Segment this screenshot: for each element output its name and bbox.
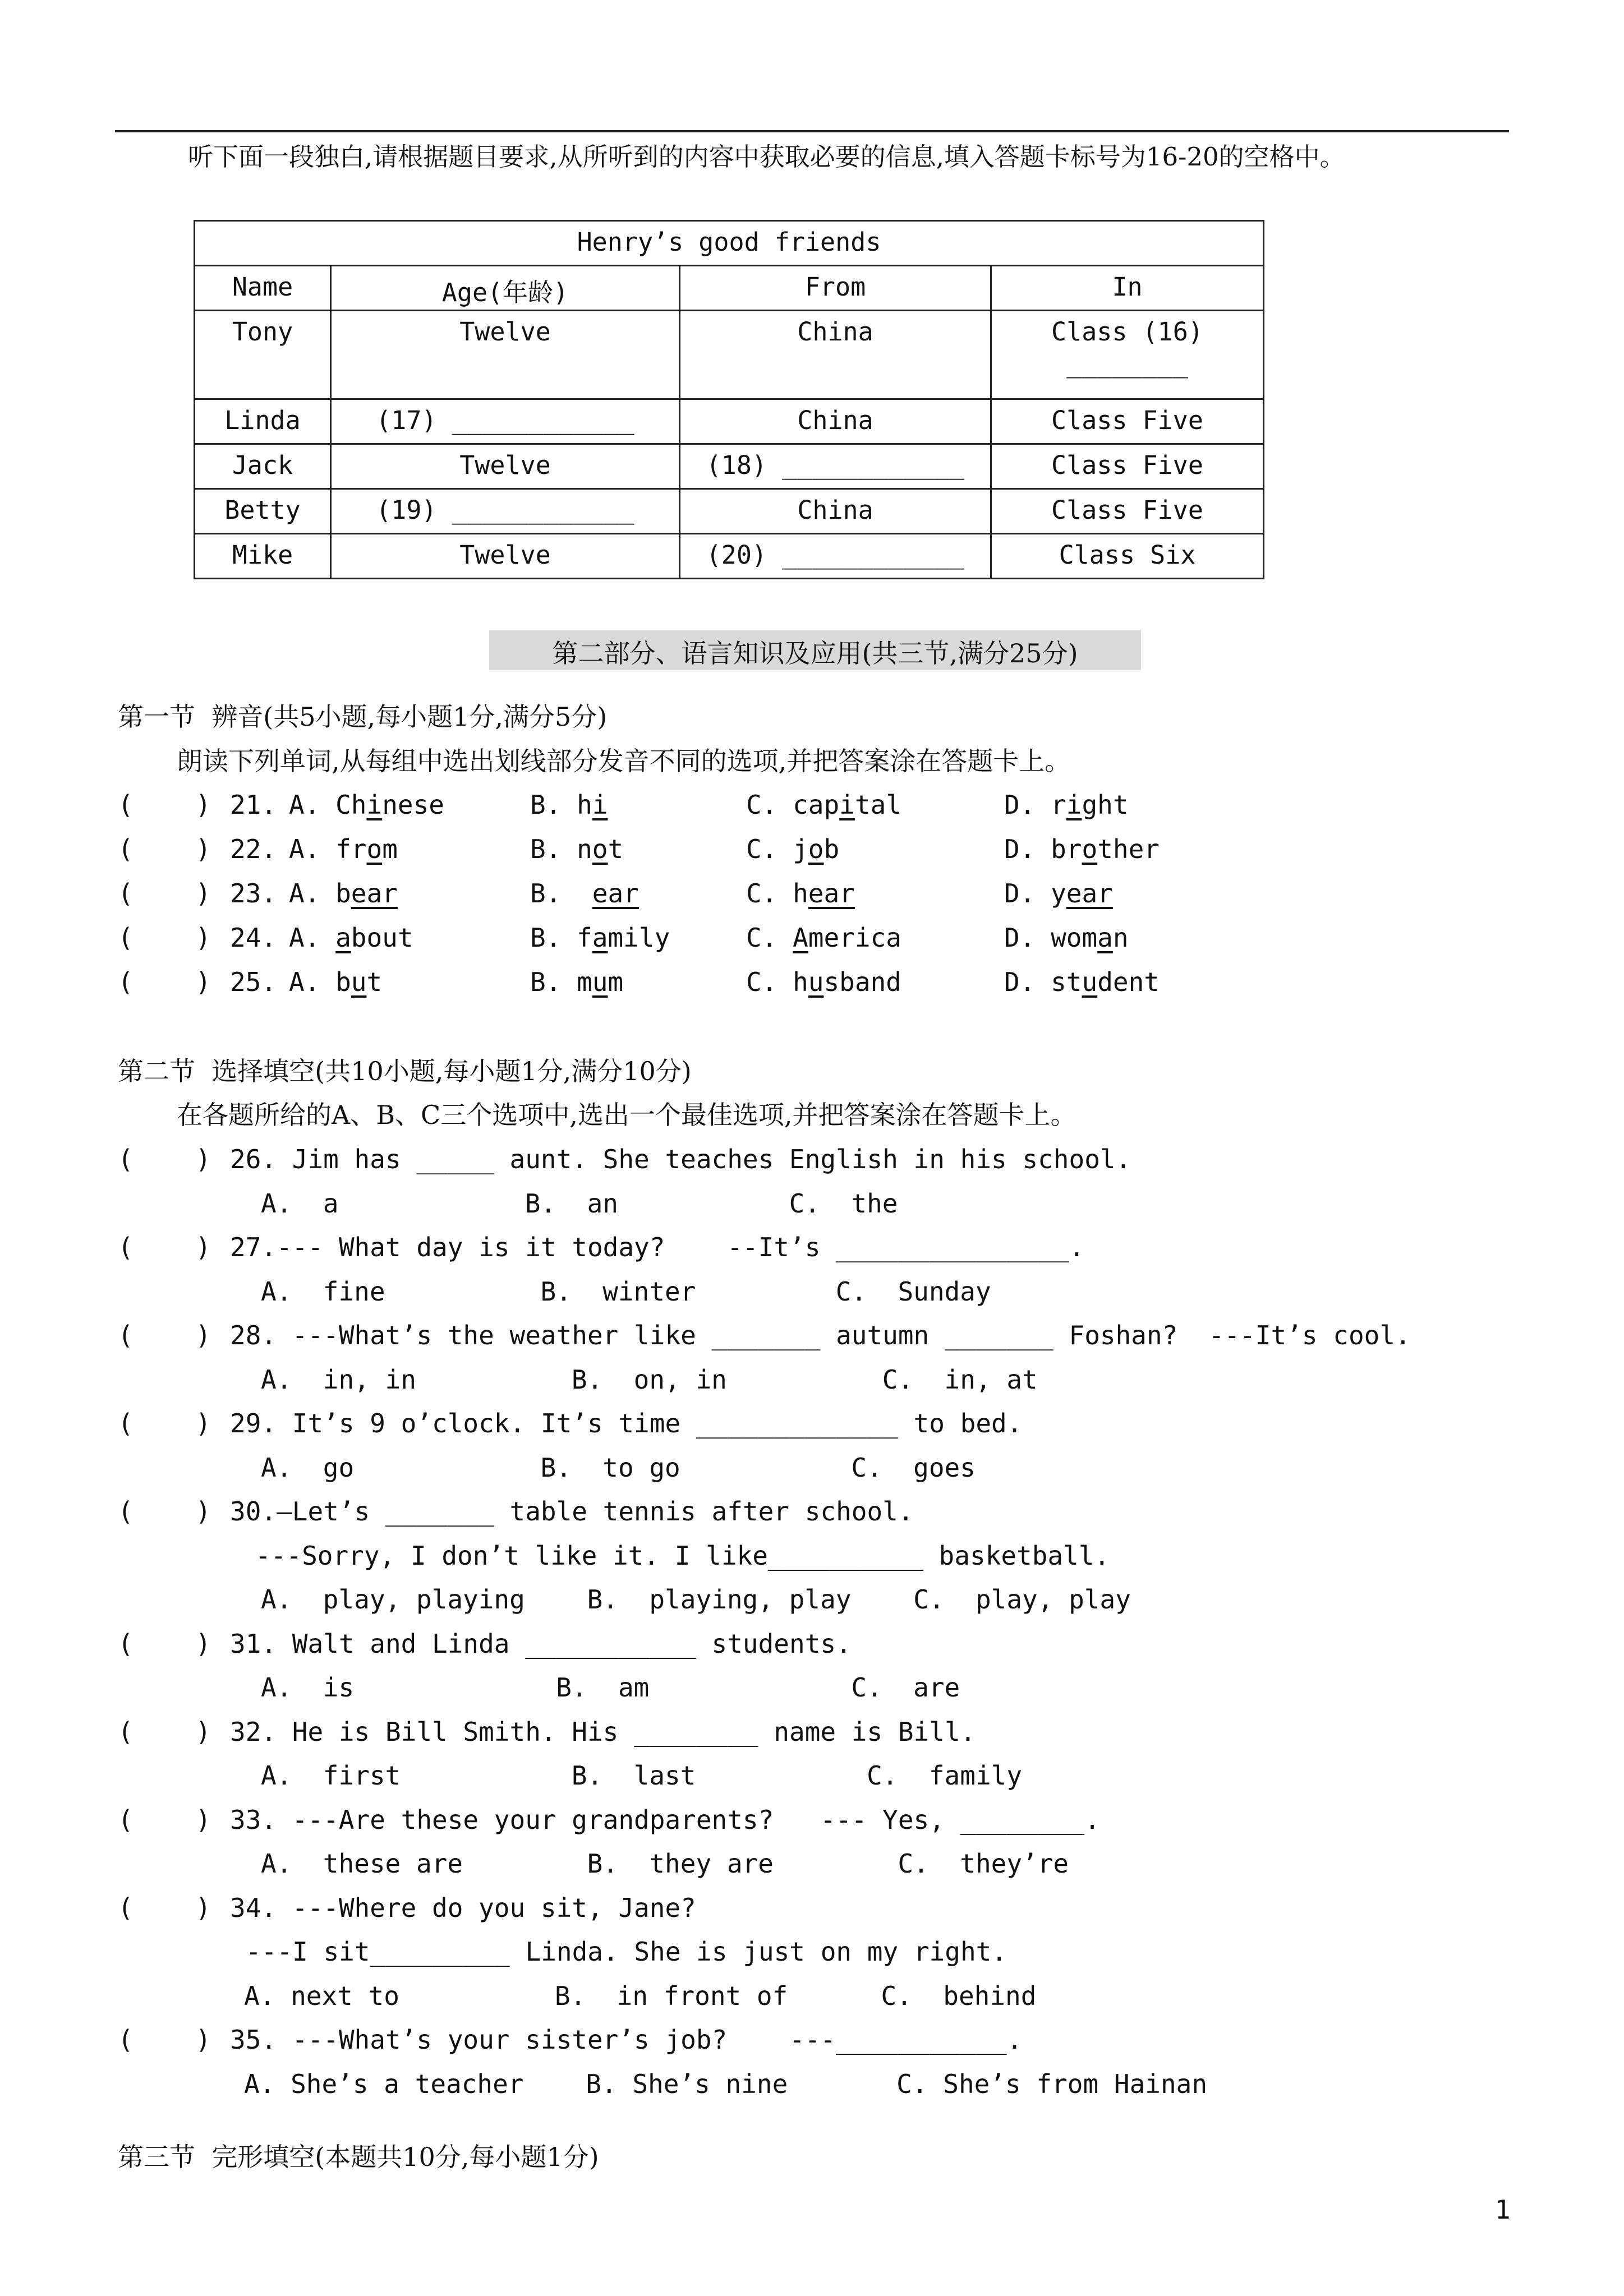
page-number: 1 — [1495, 2194, 1511, 2225]
question-stem: 33. ---Are these your grandparents? --- Yes, ________. — [230, 1804, 1100, 1835]
phonics-option: D. woman — [1004, 923, 1129, 953]
question-number: 23. — [230, 878, 277, 909]
question-stem: 32. He is Bill Smith. His ________ name is Bill. — [230, 1716, 976, 1747]
answer-bracket[interactable]: ( ) — [118, 923, 211, 953]
part-two-heading — [489, 630, 1141, 670]
table-cell: Linda — [195, 399, 331, 444]
section-two-instruction: 在各题所给的A、B、C三个选项中,选出一个最佳选项,并把答案涂在答题卡上。 — [177, 1100, 1076, 1130]
table-row — [195, 534, 1264, 579]
question-line: A. is B. am C. are — [261, 1672, 960, 1703]
phonics-option: C. America — [746, 923, 901, 953]
table-header: In — [991, 266, 1264, 311]
section-one-instruction: 朗读下列单词,从每组中选出划线部分发音不同的选项,并把答案涂在答题卡上。 — [177, 746, 1071, 776]
table-cell: Twelve — [331, 444, 680, 489]
answer-bracket[interactable]: ( ) — [118, 1628, 211, 1659]
table-cell: Twelve — [331, 534, 680, 579]
table-cell: (17) ____________ — [331, 399, 680, 444]
table-cell: China — [680, 489, 991, 534]
part-two-title: 第二部分、语言知识及应用(共三节,满分25分) — [552, 638, 1078, 668]
question-line: A. She’s a teacher B. She’s nine C. She’s from Hainan — [244, 2068, 1208, 2099]
table-cell — [991, 311, 1264, 399]
table-header: From — [680, 266, 991, 311]
answer-bracket[interactable]: ( ) — [118, 790, 211, 820]
phonics-option: B. family — [530, 923, 670, 953]
answer-bracket[interactable]: ( ) — [118, 1232, 211, 1262]
phonics-option: B. mum — [530, 967, 624, 997]
phonics-option: A. but — [289, 967, 383, 997]
class-blank-label: Class (16) — [1051, 317, 1203, 347]
table-cell: Class Six — [991, 534, 1264, 579]
question-stem: 27.--- What day is it today? --It’s _______________. — [230, 1232, 1085, 1262]
phonics-option: D. right — [1004, 790, 1129, 820]
question-stem: 34. ---Where do you sit, Jane? — [230, 1892, 696, 1923]
question-line: A. go B. to go C. goes — [261, 1452, 976, 1483]
question-number: 22. — [230, 834, 277, 864]
table-cell: Tony — [195, 311, 331, 399]
question-stem: 28. ---What’s the weather like _______ autumn _______ Foshan? ---It’s cool. — [230, 1320, 1411, 1350]
answer-bracket[interactable]: ( ) — [118, 1496, 211, 1527]
answer-bracket[interactable]: ( ) — [118, 1144, 211, 1174]
table-row — [195, 489, 1264, 534]
answer-bracket[interactable]: ( ) — [118, 1892, 211, 1923]
table-title: Henry’s good friends — [195, 221, 1264, 266]
table-cell: China — [680, 399, 991, 444]
question-line: ---I sit_________ Linda. She is just on my right. — [246, 1937, 1007, 1967]
question-stem: 29. It’s 9 o’clock. It’s time _____________ to bed. — [230, 1408, 1023, 1439]
question-line: A. next to B. in front of C. behind — [244, 1980, 1037, 2011]
question-line: A. first B. last C. family — [261, 1760, 1023, 1791]
answer-bracket[interactable]: ( ) — [118, 1804, 211, 1835]
answer-bracket[interactable]: ( ) — [118, 1320, 211, 1350]
answer-bracket[interactable]: ( ) — [118, 2025, 211, 2055]
answer-bracket[interactable]: ( ) — [118, 1408, 211, 1439]
table-cell: Jack — [195, 444, 331, 489]
friends-table — [194, 220, 1264, 579]
section-three-title: 第三节 完形填空(本题共10分,每小题1分) — [118, 2142, 599, 2172]
phonics-option: C. husband — [746, 967, 901, 997]
phonics-option: A. about — [289, 923, 413, 953]
table-cell: Class Five — [991, 399, 1264, 444]
table-cell: China — [680, 311, 991, 399]
table-cell: Class Five — [991, 489, 1264, 534]
question-line: ---Sorry, I don’t like it. I like__________ basketball. — [255, 1540, 1110, 1571]
phonics-option: B. ear — [530, 878, 639, 909]
question-line: A. play, playing B. playing, play C. play, play — [261, 1584, 1131, 1615]
question-line: A. these are B. they are C. they’re — [261, 1848, 1069, 1879]
question-stem: 26. Jim has _____ aunt. She teaches English in his school. — [230, 1144, 1131, 1174]
question-number: 21. — [230, 790, 277, 820]
table-row — [195, 444, 1264, 489]
phonics-option: B. hi — [530, 790, 608, 820]
table-cell: (19) ____________ — [331, 489, 680, 534]
phonics-option: C. job — [746, 834, 840, 864]
section-one-title: 第一节 辨音(共5小题,每小题1分,满分5分) — [118, 702, 608, 732]
phonics-option: D. student — [1004, 967, 1160, 997]
phonics-option: B. not — [530, 834, 624, 864]
table-row — [195, 311, 1264, 399]
answer-bracket[interactable]: ( ) — [118, 878, 211, 909]
table-row — [195, 399, 1264, 444]
phonics-option: C. hear — [746, 878, 855, 909]
answer-blank: ________ — [1066, 349, 1188, 379]
listening-instruction: 听下面一段独白,请根据题目要求,从所听到的内容中获取必要的信息,填入答题卡标号为16-20的空格中。 — [188, 142, 1345, 172]
phonics-option: A. bear — [289, 878, 398, 909]
answer-bracket[interactable]: ( ) — [118, 967, 211, 997]
phonics-option: A. Chinese — [289, 790, 444, 820]
question-line: A. fine B. winter C. Sunday — [261, 1276, 991, 1307]
question-stem: 35. ---What’s your sister’s job? ---___________. — [230, 2025, 1023, 2055]
question-stem: 31. Walt and Linda ___________ students. — [230, 1628, 852, 1659]
phonics-option: A. from — [289, 834, 398, 864]
answer-bracket[interactable]: ( ) — [118, 1716, 211, 1747]
phonics-option: D. year — [1004, 878, 1113, 909]
question-number: 24. — [230, 923, 277, 953]
question-line: A. a B. an C. the — [261, 1188, 898, 1219]
question-stem: 30.—Let’s _______ table tennis after school. — [230, 1496, 914, 1527]
answer-bracket[interactable]: ( ) — [118, 834, 211, 864]
table-cell: (18) ____________ — [680, 444, 991, 489]
table-cell: Mike — [195, 534, 331, 579]
table-header: Name — [195, 266, 331, 311]
question-number: 25. — [230, 967, 277, 997]
table-cell: (20) ____________ — [680, 534, 991, 579]
question-line: A. in, in B. on, in C. in, at — [261, 1364, 1038, 1395]
phonics-option: C. capital — [746, 790, 901, 820]
table-header: Age(年龄) — [331, 266, 680, 311]
table-cell: Twelve — [331, 311, 680, 399]
header-rule — [115, 130, 1509, 132]
table-cell: Class Five — [991, 444, 1264, 489]
table-cell: Betty — [195, 489, 331, 534]
section-two-title: 第二节 选择填空(共10小题,每小题1分,满分10分) — [118, 1056, 692, 1086]
phonics-option: D. brother — [1004, 834, 1160, 864]
